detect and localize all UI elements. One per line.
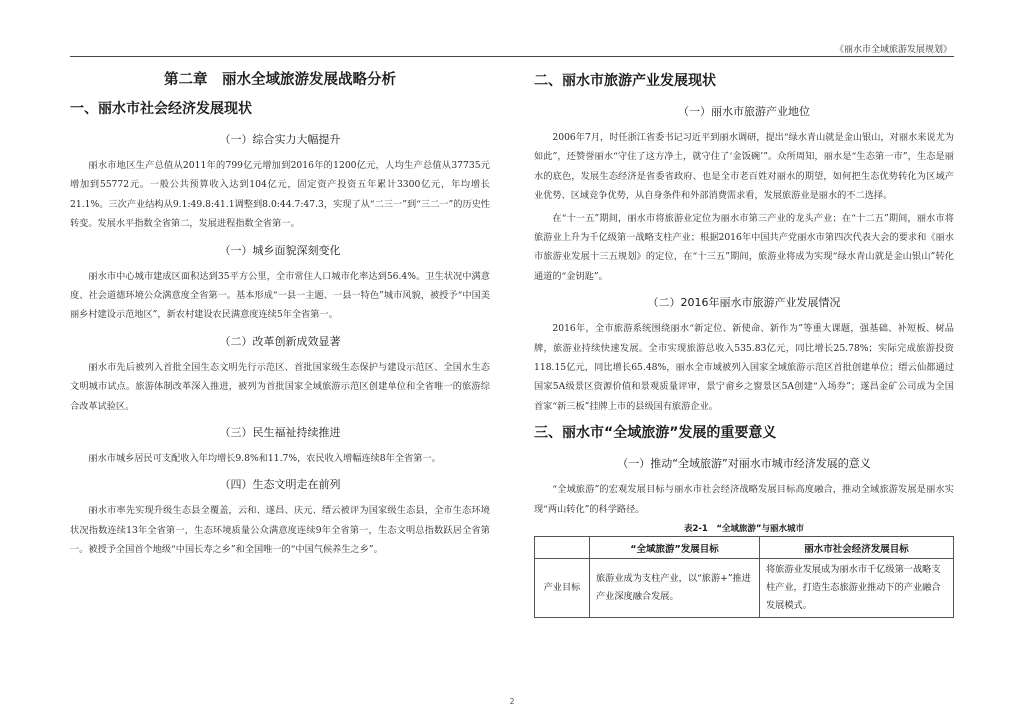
paragraph: 丽水市地区生产总值从2011年的799亿元增加到2016年的1200亿元，人均生产总值从37735元增加到55772元。一般公共预算收入达到104亿元，固定资产投资五年累计3300亿元，年均增长21.1%。三次产业结构从9.1:49.8:41.1调整到8.0:44.7:47.3，实现了从“二三一”到“三二一”的历史性转变。发展水平指数全省第二，发展进程指数全省第一。 bbox=[70, 160, 490, 230]
table-row-label: 产业目标 bbox=[535, 559, 590, 618]
table-header-cell: 丽水市社会经济发展目标 bbox=[760, 537, 954, 559]
table-cell: 旅游业成为支柱产业，以“旅游+”推进产业深度融合发展。 bbox=[590, 559, 760, 618]
left-column bbox=[70, 64, 490, 560]
running-title: 《丽水市全域旅游发展规划》 bbox=[834, 45, 952, 55]
subsection-title: （三）民生福祉持续推进 bbox=[219, 426, 341, 440]
paragraph: 2006年7月，时任浙江省委书记习近平到丽水调研，提出“绿水青山就是金山银山，对丽水来说尤为如此”，还赞誉丽水“守住了这方净土，就守住了‘金饭碗’”。众所周知，丽水是“生态第一市”，生态是丽水的底色，发展生态经济是省委省政府、也是全市老百姓对丽水的期望，如何把生态优势转化为区域产业优势、区域竞争优势，从自身条件和外部消费需求看，发展旅游业是丽水的不二选择。 bbox=[534, 132, 954, 202]
header-rule bbox=[70, 56, 954, 57]
paragraph: 丽水市中心城市建成区面积达到35平方公里，全市常住人口城市化率达到56.4%。卫生状况中满意度、社会道德环境公众满意度全省第一。基本形成“一县一主题、一县一特色”城市风貌，被授予“中国美丽乡村建设示范地区”，新农村建设农民满意度连续5年全省第一。 bbox=[70, 270, 490, 321]
section-title-2: 二、丽水市旅游产业发展现状 bbox=[534, 73, 716, 89]
subsection-title: （一）城乡面貌深刻变化 bbox=[219, 243, 341, 257]
paragraph: “全域旅游”的宏观发展目标与丽水市社会经济战略发展目标高度融合，推动全域旅游发展是丽水实现“两山转化”的科学路径。 bbox=[534, 484, 954, 515]
subsection-title: （一）综合实力大幅提升 bbox=[219, 133, 341, 146]
paragraph: 丽水市先后被列入首批全国生态文明先行示范区、首批国家级生态保护与建设示范区、全国水生态文明城市试点。旅游体制改革深入推进，被列为首批国家全域旅游示范区创建单位和全省唯一的旅游综合改革试验区。 bbox=[70, 361, 490, 412]
chapter-title: 第二章 丽水全域旅游发展战略分析 bbox=[164, 72, 396, 88]
subsection-title: （二）改革创新成效显著 bbox=[219, 334, 341, 348]
table-header-cell bbox=[535, 537, 590, 559]
table-caption: 表2-1 “全域旅游”与丽水城市 bbox=[683, 524, 805, 535]
table-cell: 将旅游业发展成为丽水市千亿级第一战略支柱产业，打造生态旅游业推动下的产业融合发展模式。 bbox=[760, 559, 954, 618]
section-title-1: 一、丽水市社会经济发展现状 bbox=[70, 101, 252, 117]
subsection-title: （一）推动“全域旅游”对丽水市城市经济发展的意义 bbox=[617, 457, 871, 471]
paragraph: 丽水市城乡居民可支配收入年均增长9.8%和11.7%，农民收入增幅连续8年全省第一。 bbox=[88, 453, 441, 465]
table-header-row bbox=[535, 537, 954, 559]
table-row bbox=[535, 559, 954, 618]
subsection-title: （四）生态文明走在前列 bbox=[219, 478, 341, 492]
paragraph: 在“十一五”期间，丽水市将旅游业定位为丽水市第三产业的龙头产业；在“十二五”期间，丽水市将旅游业上升为千亿级第一战略支柱产业；根据2016年中国共产党丽水市第四次代表大会的要求和《丽水市旅游业发展十三五规划》的定位，在“十三五”期间，旅游业将成为实现“绿水青山就是金山银山”转化通道的“金钥匙”。 bbox=[534, 212, 954, 282]
paragraph: 丽水市率先实现升级生态县全覆盖，云和、遂昌、庆元、缙云被评为国家级生态县，全市生态环境状况指数连续13年全省第一，生态环境质量公众满意度连续9年全省第一，生态文明总指数跃居全省第一。被授予全国首个地级“中国长寿之乡”和全国唯一的“中国气候养生之乡”。 bbox=[70, 505, 490, 556]
section-title-3: 三、丽水市“全域旅游”发展的重要意义 bbox=[534, 425, 777, 442]
right-column bbox=[534, 64, 954, 618]
subsection-title: （二）2016年丽水市旅游产业发展情况 bbox=[647, 296, 841, 310]
page-number: 2 bbox=[509, 697, 515, 706]
table-header-cell: “全域旅游”发展目标 bbox=[590, 537, 760, 559]
subsection-title: （一）丽水市旅游产业地位 bbox=[678, 105, 810, 118]
paragraph: 2016年，全市旅游系统围绕丽水“新定位、新使命、新作为”等重大课题，强基础、补短板、树品牌，旅游业持续快速发展。全市实现旅游总收入535.83亿元，同比增长25.78%；实际完成旅游投资118.15亿元，同比增长65.48%，丽水全市域被列入国家全域旅游示范区首批创建单位；缙云仙都通过国家5A级景区资源价值和景观质量评审，景宁畲乡之窗景区5A创建“入场券”；遂昌金矿公司成为全国首家“新三板”挂牌上市的县级国有旅游企业。 bbox=[534, 323, 954, 412]
comparison-table bbox=[534, 536, 954, 618]
